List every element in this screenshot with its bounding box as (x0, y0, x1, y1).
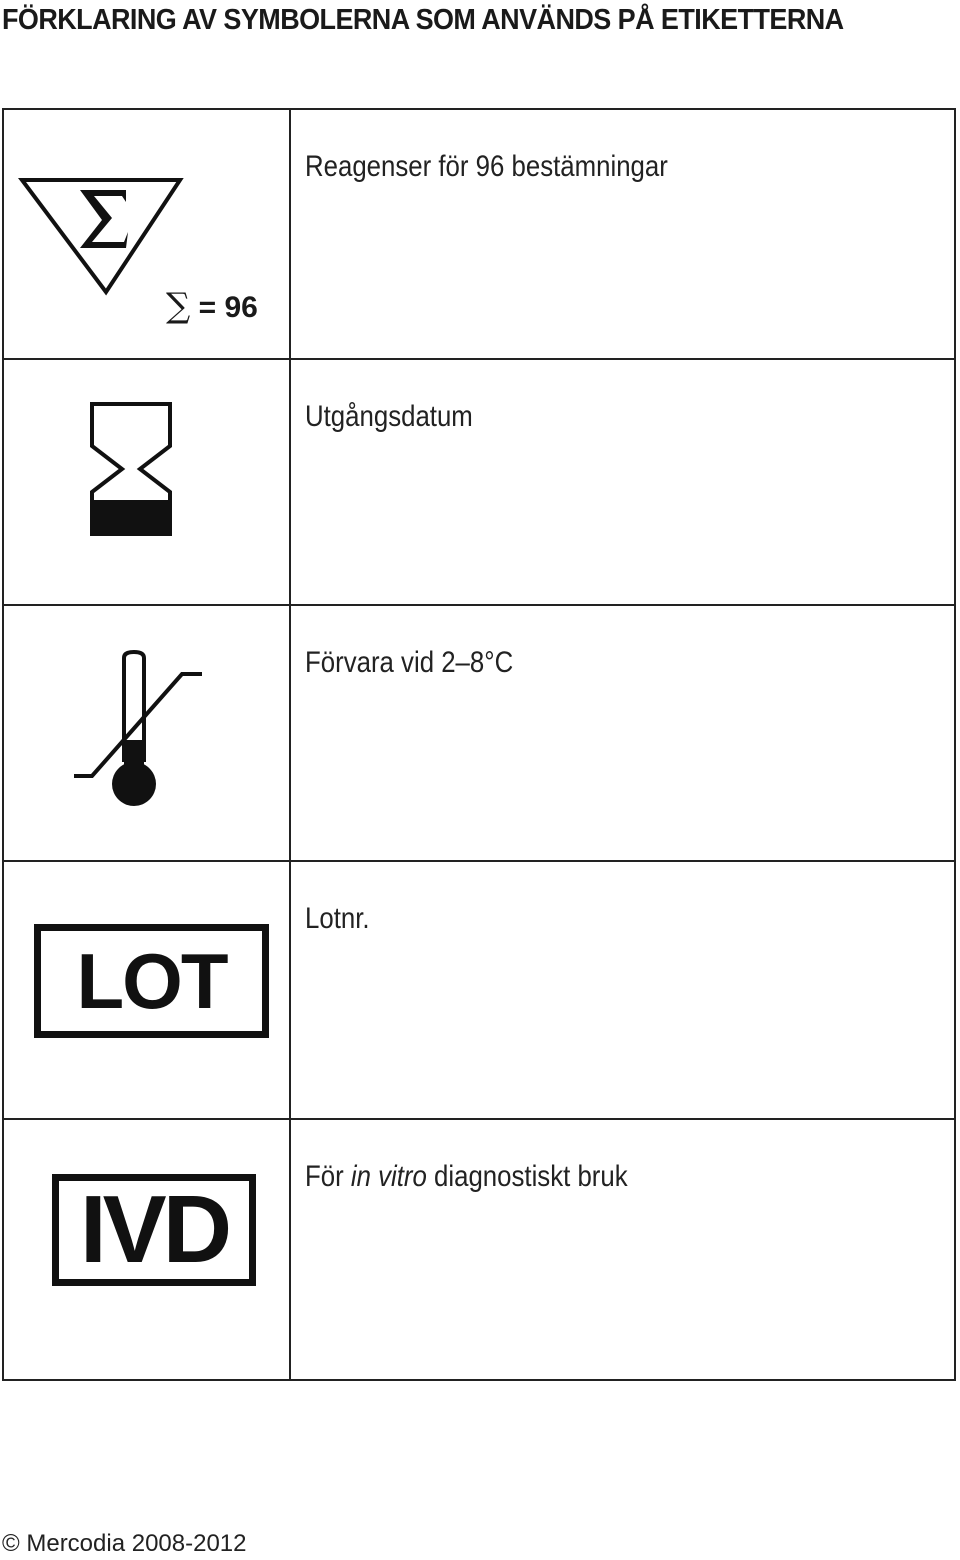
icon-cell (3, 109, 290, 359)
icon-cell (3, 861, 290, 1119)
lot-icon: LOT (34, 924, 269, 1038)
description-cell (290, 861, 955, 1119)
table-row (3, 1119, 955, 1380)
description-text: Förvara vid 2–8°C (305, 646, 514, 679)
table-row (3, 359, 955, 605)
sigma-triangle-icon (18, 176, 188, 298)
description-cell (290, 359, 955, 605)
description-text: För in vitro diagnostiskt bruk (305, 1160, 628, 1193)
symbol-table (2, 108, 956, 1381)
icon-cell (3, 359, 290, 605)
icon-cell (3, 605, 290, 861)
thermometer-icon (72, 650, 208, 810)
table-row (3, 861, 955, 1119)
copyright-footer: © Mercodia 2008-2012 (2, 1530, 247, 1557)
icon-cell (3, 1119, 290, 1380)
description-text: Reagenser för 96 bestämningar (305, 150, 668, 183)
table-row (3, 605, 955, 861)
hourglass-icon (88, 400, 176, 538)
description-text: Lotnr. (305, 902, 370, 935)
description-cell (290, 605, 955, 861)
table-row (3, 109, 955, 359)
sigma-count-label: ∑ = 96 (166, 286, 258, 326)
page-title: FÖRKLARING AV SYMBOLERNA SOM ANVÄNDS PÅ ETIKETTERNA (2, 4, 844, 36)
description-text: Utgångsdatum (305, 400, 473, 433)
description-cell (290, 109, 955, 359)
description-cell (290, 1119, 955, 1380)
ivd-icon: IVD (52, 1174, 256, 1286)
